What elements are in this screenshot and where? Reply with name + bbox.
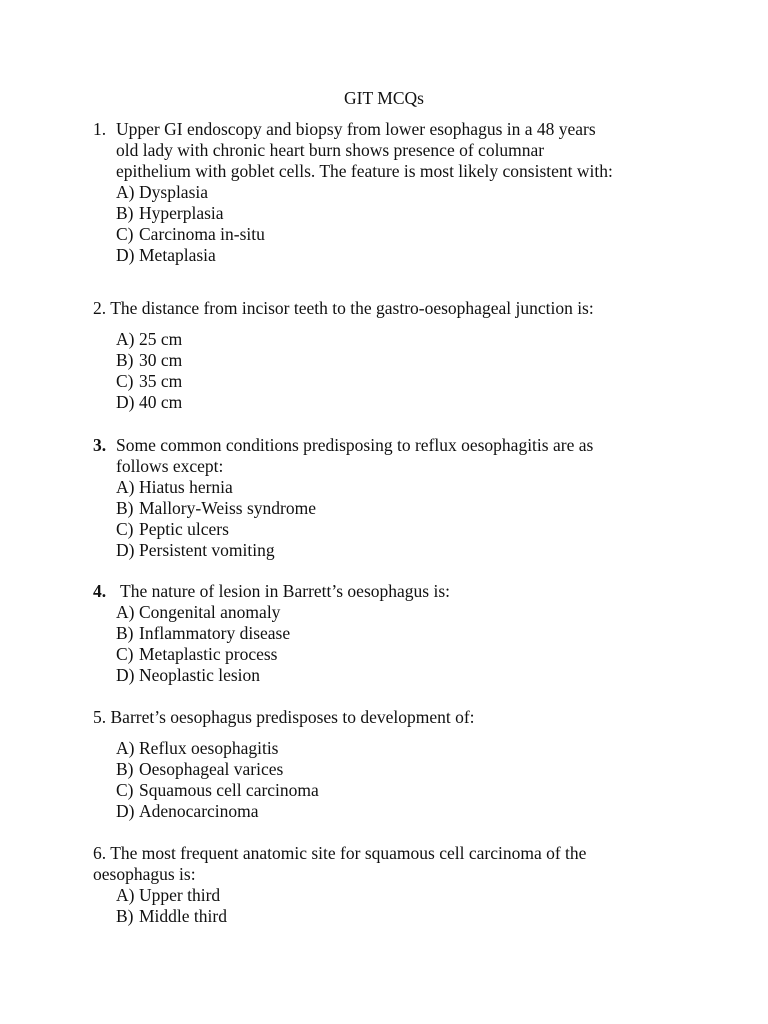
option-text: Middle third — [139, 906, 227, 926]
option-letter: C) — [116, 780, 134, 800]
option-d — [116, 540, 693, 561]
option-b — [116, 759, 693, 780]
options-list — [116, 182, 693, 266]
option-c — [116, 371, 693, 392]
options-list — [116, 738, 693, 822]
question-text-line: Some common conditions predisposing to reflux oesophagitis are as — [116, 435, 594, 455]
question-stem — [93, 119, 693, 182]
option-text: 40 cm — [139, 392, 183, 412]
question-1 — [93, 119, 693, 266]
option-letter: C) — [116, 519, 134, 539]
option-c — [116, 224, 693, 245]
option-a — [116, 602, 693, 623]
option-letter: B) — [116, 759, 134, 779]
option-d — [116, 801, 693, 822]
option-letter: A) — [116, 602, 135, 622]
option-letter: B) — [116, 623, 134, 643]
option-d — [116, 392, 693, 413]
question-stem — [93, 581, 693, 602]
option-text: Dysplasia — [139, 182, 209, 202]
option-b — [116, 623, 693, 644]
option-letter: A) — [116, 329, 135, 349]
option-a — [116, 738, 693, 759]
question-text-line: The most frequent anatomic site for squamous cell carcinoma of the — [110, 843, 587, 863]
option-text: Neoplastic lesion — [139, 665, 261, 685]
option-text: Mallory-Weiss syndrome — [139, 498, 316, 518]
document-title: GIT MCQs — [344, 88, 424, 108]
option-d — [116, 665, 693, 686]
option-letter: D) — [116, 245, 135, 265]
option-a — [116, 182, 693, 203]
option-text: Hyperplasia — [139, 203, 224, 223]
question-2 — [93, 298, 693, 413]
question-number: 4. — [93, 581, 107, 601]
option-b — [116, 350, 693, 371]
option-letter: A) — [116, 182, 135, 202]
question-text-line: Barret’s oesophagus predisposes to development of: — [110, 707, 475, 727]
question-5 — [93, 707, 693, 822]
question-6 — [93, 843, 693, 927]
question-stem — [93, 843, 693, 864]
question-4 — [93, 581, 693, 686]
option-c — [116, 780, 693, 801]
option-text: 30 cm — [139, 350, 183, 370]
option-letter: C) — [116, 644, 134, 664]
options-list — [116, 329, 693, 413]
option-text: 35 cm — [139, 371, 183, 391]
option-text: Adenocarcinoma — [139, 801, 259, 821]
option-text: Hiatus hernia — [139, 477, 233, 497]
option-a — [116, 477, 693, 498]
options-list — [116, 477, 693, 561]
question-text-line: old lady with chronic heart burn shows presence of columnar — [116, 140, 545, 160]
option-letter: B) — [116, 906, 134, 926]
question-text-line: Upper GI endoscopy and biopsy from lower esophagus in a 48 years — [116, 119, 596, 139]
option-text: Squamous cell carcinoma — [139, 780, 319, 800]
question-stem — [93, 298, 693, 319]
question-number: 6. — [93, 843, 107, 863]
option-letter: A) — [116, 477, 135, 497]
question-number: 2. — [93, 298, 107, 318]
option-b — [116, 906, 693, 927]
option-text: Metaplastic process — [139, 644, 278, 664]
option-letter: A) — [116, 885, 135, 905]
option-letter: D) — [116, 392, 135, 412]
question-number: 5. — [93, 707, 107, 727]
option-letter: C) — [116, 224, 134, 244]
option-text: 25 cm — [139, 329, 183, 349]
option-letter: D) — [116, 801, 135, 821]
option-letter: B) — [116, 350, 134, 370]
question-stem — [93, 435, 693, 477]
question-text-line: follows except: — [116, 456, 224, 476]
question-3 — [93, 435, 693, 561]
question-number: 3. — [93, 435, 107, 455]
question-text-line: The nature of lesion in Barrett’s oesophagus is: — [120, 581, 450, 601]
option-b — [116, 498, 693, 519]
option-letter: B) — [116, 498, 134, 518]
option-letter: D) — [116, 665, 135, 685]
option-text: Peptic ulcers — [139, 519, 229, 539]
option-a — [116, 329, 693, 350]
question-text-line: epithelium with goblet cells. The feature is most likely consistent with: — [116, 161, 613, 181]
option-text: Reflux oesophagitis — [139, 738, 279, 758]
option-letter: A) — [116, 738, 135, 758]
question-text-line: The distance from incisor teeth to the gastro-oesophageal junction is: — [110, 298, 594, 318]
options-list — [116, 885, 693, 927]
option-text: Oesophageal varices — [139, 759, 284, 779]
question-text-line: oesophagus is: — [93, 864, 196, 884]
option-text: Upper third — [139, 885, 221, 905]
options-list — [116, 602, 693, 686]
option-text: Persistent vomiting — [139, 540, 275, 560]
question-number: 1. — [93, 119, 107, 139]
option-d — [116, 245, 693, 266]
question-stem — [93, 707, 693, 728]
option-text: Congenital anomaly — [139, 602, 281, 622]
option-a — [116, 885, 693, 906]
option-text: Metaplasia — [139, 245, 216, 265]
option-text: Carcinoma in-situ — [139, 224, 265, 244]
option-letter: C) — [116, 371, 134, 391]
option-b — [116, 203, 693, 224]
option-text: Inflammatory disease — [139, 623, 291, 643]
option-c — [116, 644, 693, 665]
option-letter: B) — [116, 203, 134, 223]
option-c — [116, 519, 693, 540]
option-letter: D) — [116, 540, 135, 560]
